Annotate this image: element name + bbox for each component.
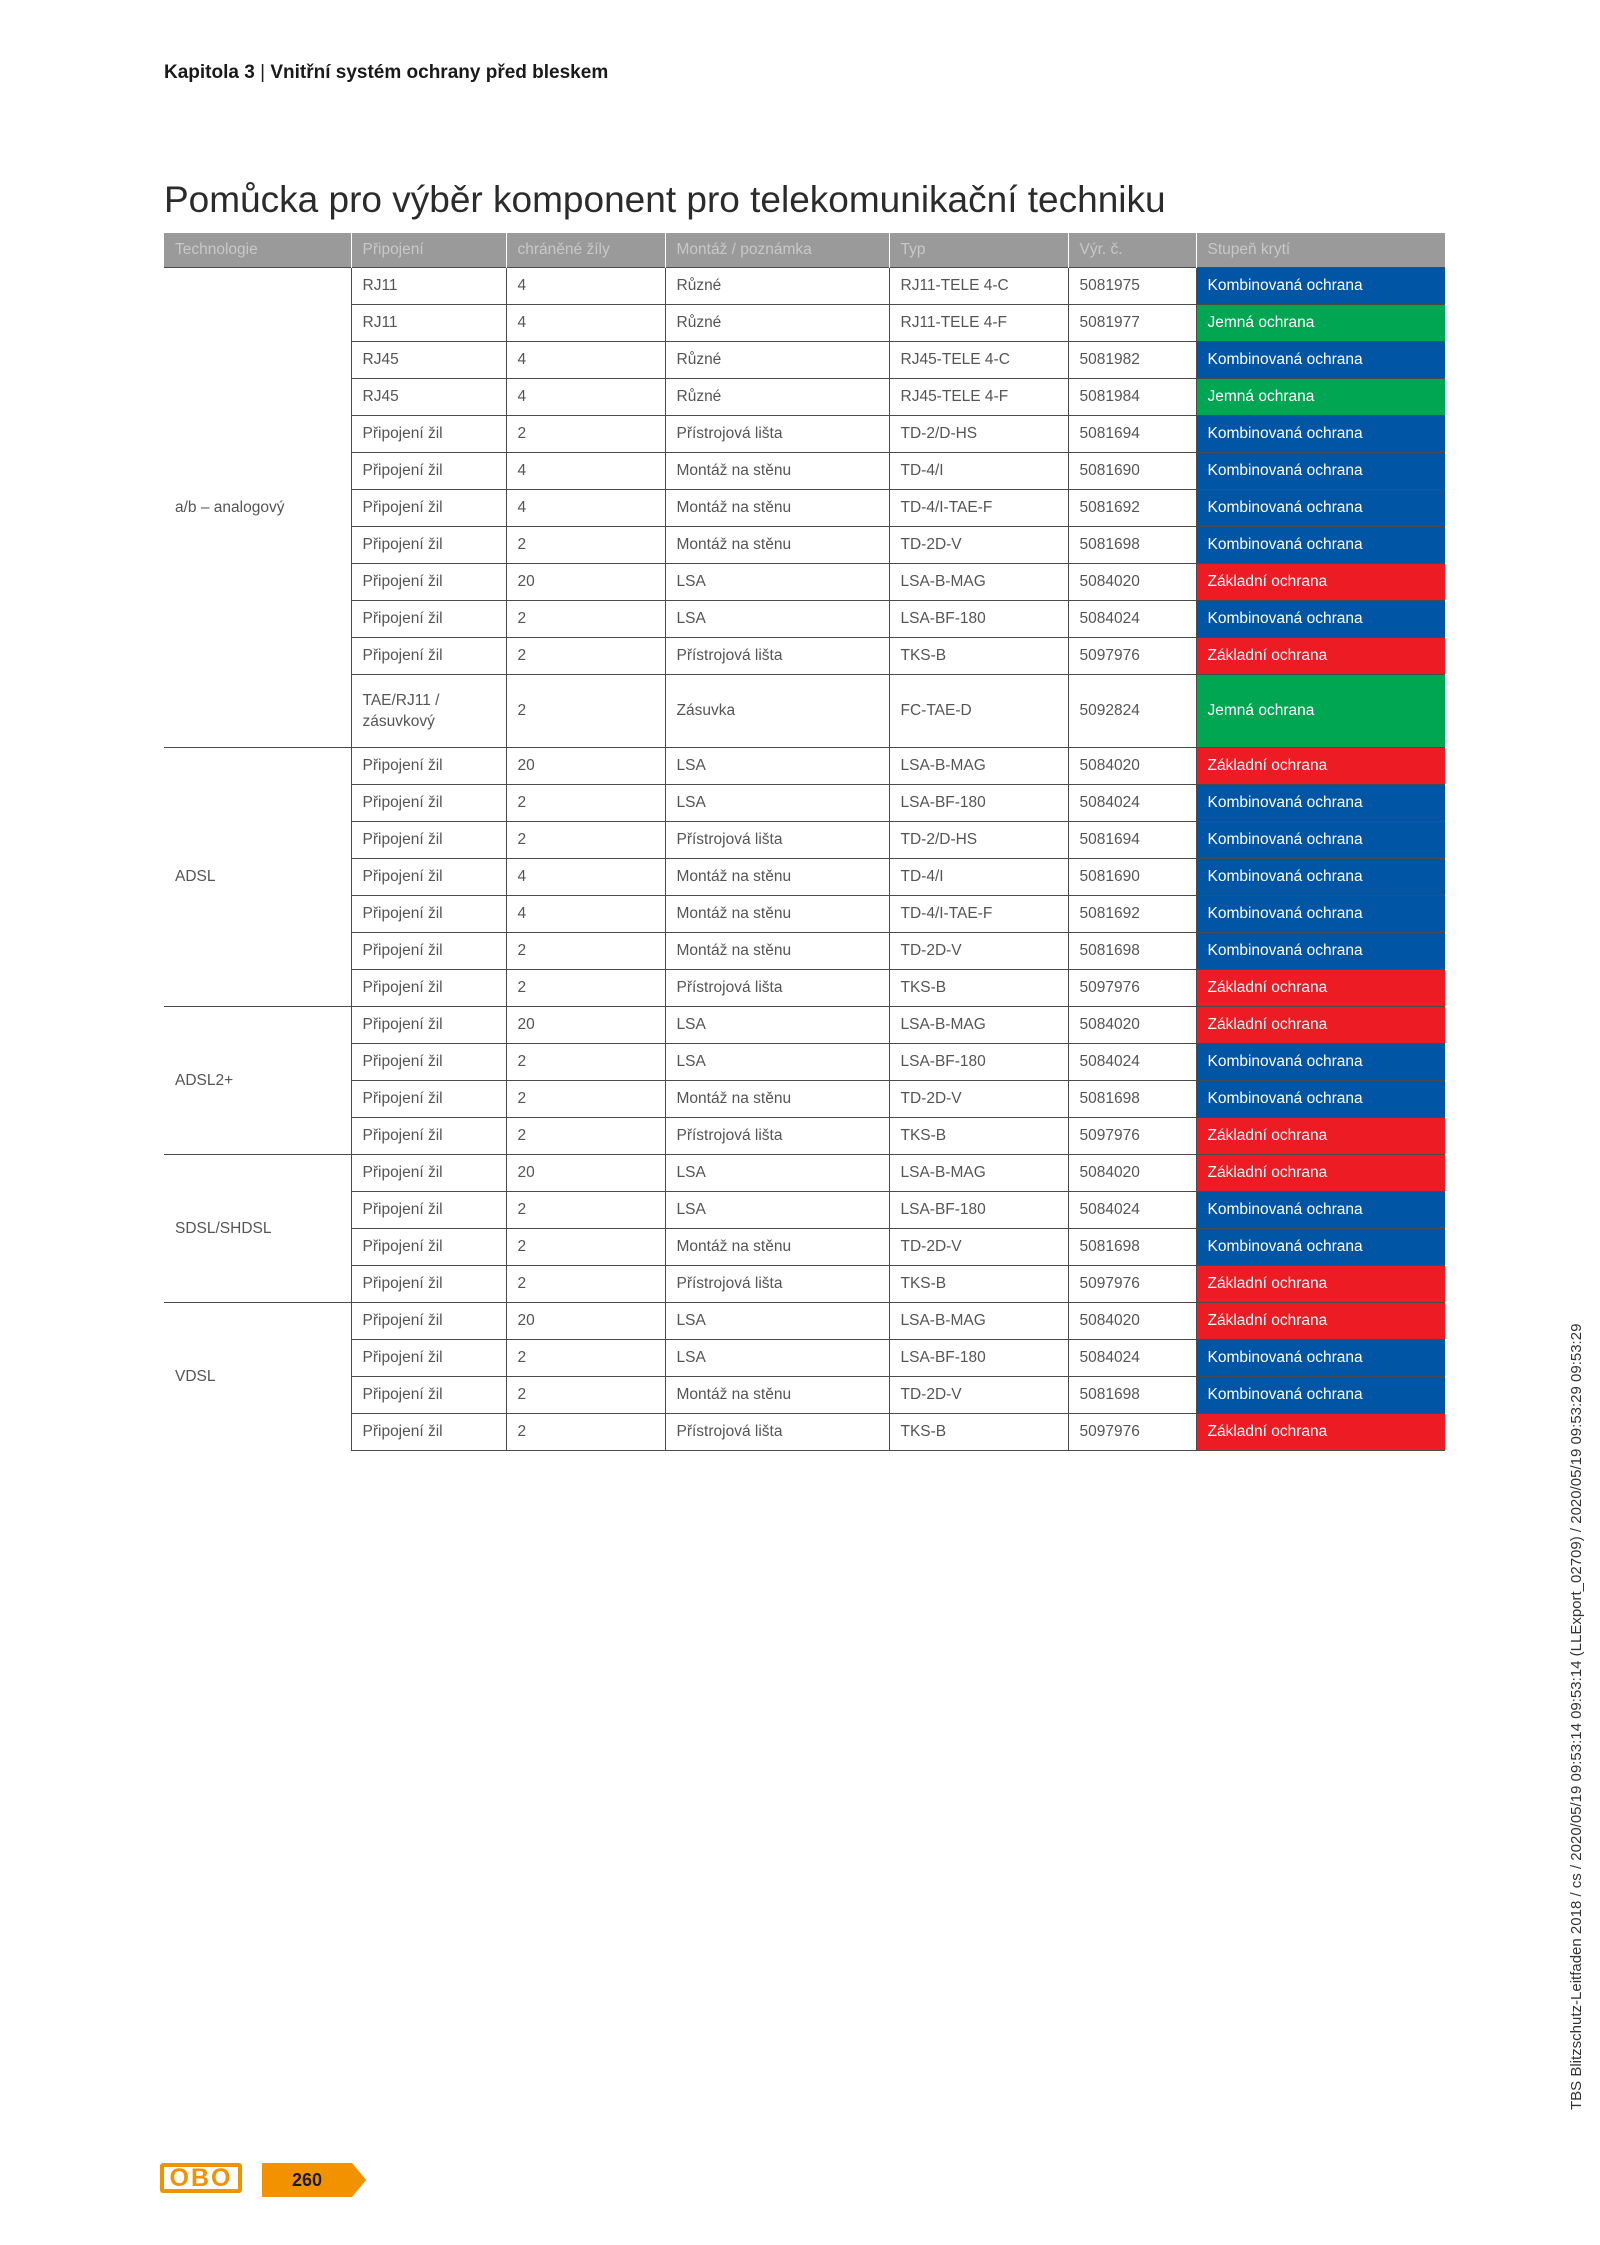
table-row [164,1229,1445,1266]
connection-cell: Připojení žil [351,490,506,527]
connection-cell: Připojení žil [351,785,506,822]
protection-level-cell: Kombinovaná ochrana [1196,416,1445,453]
connection-cell: RJ11 [351,268,506,305]
protection-level-cell: Základní ochrana [1196,1155,1445,1192]
mounting-cell: Montáž na stěnu [665,859,889,896]
connection-cell: Připojení žil [351,1118,506,1155]
technology-cell: ADSL2+ [164,1007,351,1155]
type-cell: LSA-BF-180 [889,1192,1068,1229]
protected-wires-cell: 2 [506,1081,665,1118]
protected-wires-cell: 4 [506,305,665,342]
type-cell: TD-2D-V [889,1377,1068,1414]
table-row [164,859,1445,896]
type-cell: LSA-B-MAG [889,1303,1068,1340]
connection-cell: Připojení žil [351,1229,506,1266]
type-cell: LSA-BF-180 [889,1340,1068,1377]
mounting-cell: Různé [665,268,889,305]
connection-cell: Připojení žil [351,748,506,785]
protected-wires-cell: 20 [506,1155,665,1192]
mounting-cell: Různé [665,342,889,379]
protection-level-cell: Jemná ochrana [1196,675,1445,748]
type-cell: TKS-B [889,970,1068,1007]
type-cell: TD-2D-V [889,1081,1068,1118]
table-row [164,453,1445,490]
connection-cell: Připojení žil [351,822,506,859]
table-row [164,1118,1445,1155]
protected-wires-cell: 20 [506,564,665,601]
connection-cell: Připojení žil [351,1340,506,1377]
type-cell: LSA-BF-180 [889,601,1068,638]
mounting-cell: LSA [665,748,889,785]
column-header: Výr. č. [1068,233,1196,268]
connection-cell: Připojení žil [351,1377,506,1414]
column-header: Typ [889,233,1068,268]
connection-cell: RJ45 [351,379,506,416]
protection-level-cell: Jemná ochrana [1196,305,1445,342]
protected-wires-cell: 2 [506,1340,665,1377]
mounting-cell: Přístrojová lišta [665,1414,889,1451]
article-number-cell: 5084024 [1068,785,1196,822]
protection-level-cell: Kombinovaná ochrana [1196,1229,1445,1266]
table-row [164,1007,1445,1044]
mounting-cell: Přístrojová lišta [665,1118,889,1155]
protected-wires-cell: 2 [506,675,665,748]
protection-level-cell: Základní ochrana [1196,564,1445,601]
protected-wires-cell: 20 [506,1303,665,1340]
type-cell: LSA-B-MAG [889,1155,1068,1192]
article-number-cell: 5081692 [1068,896,1196,933]
protection-level-cell: Kombinovaná ochrana [1196,342,1445,379]
table-row [164,896,1445,933]
protected-wires-cell: 2 [506,1266,665,1303]
article-number-cell: 5084020 [1068,1155,1196,1192]
protected-wires-cell: 4 [506,859,665,896]
protection-level-cell: Kombinovaná ochrana [1196,896,1445,933]
article-number-cell: 5084020 [1068,1007,1196,1044]
type-cell: TD-2D-V [889,527,1068,564]
table-row [164,933,1445,970]
mounting-cell: Různé [665,305,889,342]
table-row [164,1303,1445,1340]
protected-wires-cell: 4 [506,342,665,379]
table-row [164,1414,1445,1451]
protection-level-cell: Kombinovaná ochrana [1196,601,1445,638]
protection-level-cell: Kombinovaná ochrana [1196,1377,1445,1414]
mounting-cell: Různé [665,379,889,416]
type-cell: LSA-B-MAG [889,748,1068,785]
protection-level-cell: Kombinovaná ochrana [1196,490,1445,527]
page-title: Pomůcka pro výběr komponent pro telekomunikační techniku [164,178,1166,220]
article-number-cell: 5084024 [1068,1340,1196,1377]
mounting-cell: LSA [665,564,889,601]
article-number-cell: 5081694 [1068,822,1196,859]
table-row [164,342,1445,379]
table-row [164,1155,1445,1192]
mounting-cell: Montáž na stěnu [665,896,889,933]
article-number-cell: 5097976 [1068,638,1196,675]
technology-cell: ADSL [164,748,351,1007]
chapter-title: Vnitřní systém ochrany před bleskem [270,62,609,83]
type-cell: RJ45-TELE 4-F [889,379,1068,416]
mounting-cell: Přístrojová lišta [665,638,889,675]
mounting-cell: Montáž na stěnu [665,1377,889,1414]
connection-cell: Připojení žil [351,859,506,896]
type-cell: LSA-B-MAG [889,1007,1068,1044]
connection-cell: Připojení žil [351,1044,506,1081]
connection-cell: Připojení žil [351,933,506,970]
type-cell: RJ11-TELE 4-F [889,305,1068,342]
protected-wires-cell: 20 [506,748,665,785]
article-number-cell: 5081698 [1068,527,1196,564]
article-number-cell: 5097976 [1068,970,1196,1007]
table-row [164,1340,1445,1377]
connection-cell: TAE/RJ11 / zásuvkový [351,675,506,748]
table-row [164,490,1445,527]
technology-cell: a/b – analogový [164,268,351,748]
table-header-row [164,233,1445,268]
connection-cell: RJ45 [351,342,506,379]
column-header: chráněné žíly [506,233,665,268]
protection-level-cell: Základní ochrana [1196,1303,1445,1340]
connection-cell: Připojení žil [351,970,506,1007]
type-cell: TD-4/I [889,859,1068,896]
connection-cell: Připojení žil [351,896,506,933]
technology-cell: SDSL/SHDSL [164,1155,351,1303]
mounting-cell: LSA [665,1340,889,1377]
table-row [164,416,1445,453]
protected-wires-cell: 20 [506,1007,665,1044]
table-row [164,785,1445,822]
article-number-cell: 5081698 [1068,933,1196,970]
article-number-cell: 5084020 [1068,748,1196,785]
column-header: Technologie [164,233,351,268]
connection-cell: Připojení žil [351,1414,506,1451]
type-cell: TD-2/D-HS [889,416,1068,453]
protection-level-cell: Kombinovaná ochrana [1196,859,1445,896]
page-number-badge [262,2163,366,2197]
table-row [164,564,1445,601]
article-number-cell: 5097976 [1068,1118,1196,1155]
mounting-cell: Přístrojová lišta [665,1266,889,1303]
protection-level-cell: Kombinovaná ochrana [1196,1081,1445,1118]
protected-wires-cell: 2 [506,638,665,675]
connection-cell: Připojení žil [351,527,506,564]
table-row [164,1377,1445,1414]
connection-cell: Připojení žil [351,1007,506,1044]
article-number-cell: 5081977 [1068,305,1196,342]
article-number-cell: 5081690 [1068,453,1196,490]
mounting-cell: Montáž na stěnu [665,1229,889,1266]
protection-level-cell: Kombinovaná ochrana [1196,1044,1445,1081]
mounting-cell: LSA [665,601,889,638]
chapter-separator: | [260,62,266,83]
technology-cell: VDSL [164,1303,351,1451]
mounting-cell: LSA [665,1007,889,1044]
protected-wires-cell: 2 [506,1118,665,1155]
protected-wires-cell: 4 [506,453,665,490]
article-number-cell: 5081690 [1068,859,1196,896]
protection-level-cell: Základní ochrana [1196,1007,1445,1044]
article-number-cell: 5092824 [1068,675,1196,748]
type-cell: RJ45-TELE 4-C [889,342,1068,379]
mounting-cell: Montáž na stěnu [665,453,889,490]
connection-cell: Připojení žil [351,1266,506,1303]
protected-wires-cell: 2 [506,416,665,453]
protection-level-cell: Kombinovaná ochrana [1196,933,1445,970]
mounting-cell: Přístrojová lišta [665,970,889,1007]
article-number-cell: 5084024 [1068,1044,1196,1081]
table-row [164,601,1445,638]
mounting-cell: LSA [665,1155,889,1192]
protected-wires-cell: 4 [506,379,665,416]
article-number-cell: 5081975 [1068,268,1196,305]
protection-level-cell: Kombinovaná ochrana [1196,822,1445,859]
mounting-cell: LSA [665,1303,889,1340]
table-row [164,379,1445,416]
table-row [164,822,1445,859]
mounting-cell: LSA [665,1192,889,1229]
type-cell: RJ11-TELE 4-C [889,268,1068,305]
article-number-cell: 5097976 [1068,1414,1196,1451]
protection-level-cell: Kombinovaná ochrana [1196,527,1445,564]
type-cell: FC-TAE-D [889,675,1068,748]
protected-wires-cell: 2 [506,1414,665,1451]
mounting-cell: Montáž na stěnu [665,490,889,527]
article-number-cell: 5081694 [1068,416,1196,453]
table-row [164,1044,1445,1081]
mounting-cell: Montáž na stěnu [665,1081,889,1118]
article-number-cell: 5084020 [1068,564,1196,601]
type-cell: TD-4/I-TAE-F [889,490,1068,527]
print-info-note: TBS Blitzschutz-Leitfaden 2018 / cs / 2020/05/19 09:53:14 09:53:14 (LLExport_02709) / 2020/05/19 09:53:29 09:53:29 [1568,1323,1585,2110]
type-cell: TD-4/I-TAE-F [889,896,1068,933]
protection-level-cell: Základní ochrana [1196,970,1445,1007]
article-number-cell: 5081984 [1068,379,1196,416]
protected-wires-cell: 2 [506,1044,665,1081]
protected-wires-cell: 2 [506,822,665,859]
column-header: Stupeň krytí [1196,233,1445,268]
type-cell: LSA-B-MAG [889,564,1068,601]
obo-logo: OBO [160,2163,242,2193]
protected-wires-cell: 2 [506,970,665,1007]
protected-wires-cell: 4 [506,268,665,305]
article-number-cell: 5081698 [1068,1229,1196,1266]
protection-level-cell: Kombinovaná ochrana [1196,1192,1445,1229]
article-number-cell: 5081698 [1068,1081,1196,1118]
article-number-cell: 5084020 [1068,1303,1196,1340]
table-row [164,970,1445,1007]
component-selection-table [164,233,1445,1451]
protected-wires-cell: 2 [506,1192,665,1229]
type-cell: TD-4/I [889,453,1068,490]
connection-cell: Připojení žil [351,453,506,490]
column-header: Montáž / poznámka [665,233,889,268]
type-cell: LSA-BF-180 [889,1044,1068,1081]
connection-cell: Připojení žil [351,1081,506,1118]
chapter-label: Kapitola 3 [164,62,255,83]
connection-cell: RJ11 [351,305,506,342]
protection-level-cell: Kombinovaná ochrana [1196,1340,1445,1377]
connection-cell: Připojení žil [351,416,506,453]
table-row [164,527,1445,564]
mounting-cell: Zásuvka [665,675,889,748]
mounting-cell: LSA [665,1044,889,1081]
table-row [164,675,1445,748]
type-cell: TD-2D-V [889,1229,1068,1266]
page-number: 260 [291,2170,323,2190]
protected-wires-cell: 4 [506,896,665,933]
table-row [164,1266,1445,1303]
protection-level-cell: Jemná ochrana [1196,379,1445,416]
protection-level-cell: Kombinovaná ochrana [1196,785,1445,822]
mounting-cell: Přístrojová lišta [665,416,889,453]
type-cell: TKS-B [889,1414,1068,1451]
article-number-cell: 5097976 [1068,1266,1196,1303]
table-row [164,638,1445,675]
connection-cell: Připojení žil [351,638,506,675]
protected-wires-cell: 2 [506,785,665,822]
protection-level-cell: Kombinovaná ochrana [1196,453,1445,490]
protection-level-cell: Základní ochrana [1196,748,1445,785]
protection-level-cell: Základní ochrana [1196,1118,1445,1155]
protected-wires-cell: 2 [506,933,665,970]
mounting-cell: Montáž na stěnu [665,933,889,970]
type-cell: TKS-B [889,1118,1068,1155]
connection-cell: Připojení žil [351,601,506,638]
type-cell: TD-2/D-HS [889,822,1068,859]
table-row [164,305,1445,342]
type-cell: LSA-BF-180 [889,785,1068,822]
mounting-cell: Přístrojová lišta [665,822,889,859]
article-number-cell: 5081982 [1068,342,1196,379]
connection-cell: Připojení žil [351,564,506,601]
chapter-heading [164,62,608,84]
article-number-cell: 5084024 [1068,1192,1196,1229]
protection-level-cell: Kombinovaná ochrana [1196,268,1445,305]
type-cell: TKS-B [889,1266,1068,1303]
connection-cell: Připojení žil [351,1155,506,1192]
protected-wires-cell: 2 [506,601,665,638]
protected-wires-cell: 4 [506,490,665,527]
article-number-cell: 5081698 [1068,1377,1196,1414]
protection-level-cell: Základní ochrana [1196,638,1445,675]
article-number-cell: 5081692 [1068,490,1196,527]
mounting-cell: Montáž na stěnu [665,527,889,564]
article-number-cell: 5084024 [1068,601,1196,638]
protection-level-cell: Základní ochrana [1196,1266,1445,1303]
protected-wires-cell: 2 [506,1377,665,1414]
table-row [164,1081,1445,1118]
protected-wires-cell: 2 [506,527,665,564]
table-row [164,748,1445,785]
mounting-cell: LSA [665,785,889,822]
protection-level-cell: Základní ochrana [1196,1414,1445,1451]
table-body [164,268,1445,1451]
column-header: Připojení [351,233,506,268]
table-row [164,1192,1445,1229]
protected-wires-cell: 2 [506,1229,665,1266]
connection-cell: Připojení žil [351,1303,506,1340]
connection-cell: Připojení žil [351,1192,506,1229]
type-cell: TKS-B [889,638,1068,675]
table-row [164,268,1445,305]
type-cell: TD-2D-V [889,933,1068,970]
